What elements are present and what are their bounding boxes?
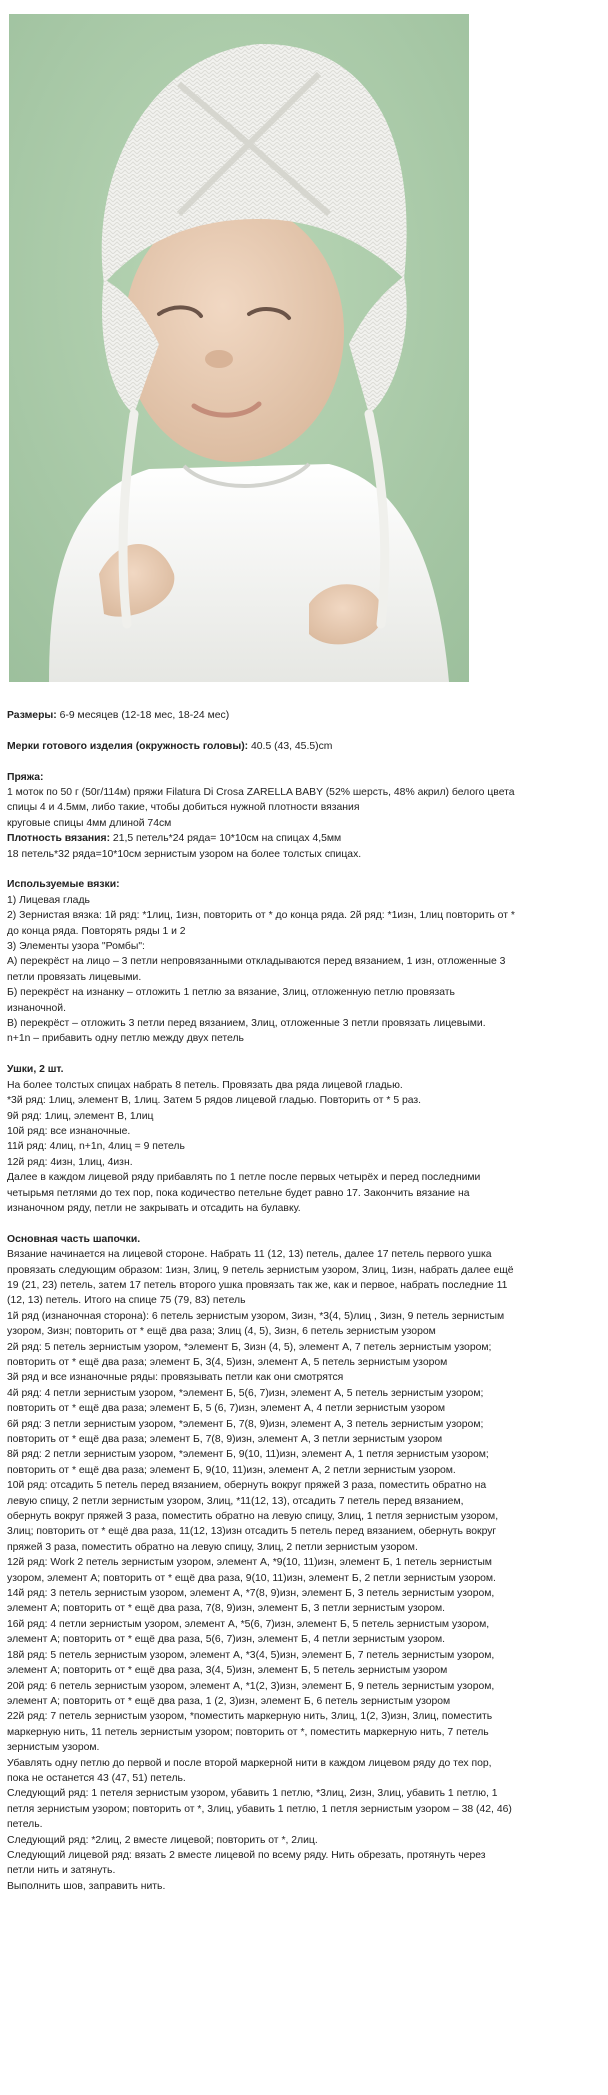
text-run: 18 петель*32 ряда=10*10см зернистым узором на более толстых спицах. [7,848,362,860]
text-run: 1й ряд (изнаночная сторона): 6 петель зернистым узором, 3изн, *3(4, 5)лиц , 3изн, 9 петель зернистым [7,1310,505,1322]
pattern-description [7,708,602,1894]
text-line [7,1417,602,1432]
paragraph-gap [7,723,602,738]
text-run: А) перекрёст на лицо – 3 петли непровязанными откладываются перед вязанием, 1 изн, отложенные 3 [7,956,506,968]
text-run: 22й ряд: 7 петель зернистым узором, *поместить маркерную нить, 3лиц, 1(2, 3)изн, 3лиц, поместить [7,1711,493,1723]
text-line [7,831,602,846]
pattern-section [7,739,602,754]
text-run: 3) Элементы узора "Ромбы": [7,941,145,953]
text-line [7,1709,602,1724]
pattern-section [7,877,602,1046]
text-run: пряжей 3 раза, поместить обратно на левую спицу, 3лиц, 2 петли зернистым узором. [7,1541,418,1553]
text-run: 11й ряд: 4лиц, n+1n, 4лиц = 9 петель [7,1141,185,1153]
text-line [7,1309,602,1324]
section-heading: Ушки, 2 шт. [7,1064,64,1076]
text-run: 12й ряд: 4изн, 1лиц, 4изн. [7,1156,133,1168]
text-line [7,1817,602,1832]
text-line [7,970,602,985]
text-run: Далее в каждом лицевой ряду прибавлять по 1 петле после первых четырёх и перед последними [7,1172,481,1184]
text-line [7,1509,602,1524]
baby-in-knitted-hat-photo [9,14,469,682]
text-line [7,1293,602,1308]
text-line [7,1663,602,1678]
text-run: элемент А; повторить от * ещё два раза, 1 (2, 3)изн, элемент Б, 6 петель зернистым узором [7,1695,451,1707]
text-run: узором, 3изн; повторить от * ещё два раза; 3лиц (4, 5), 3изн, 6 петель зернистым узором [7,1326,436,1338]
text-line [7,1786,602,1801]
text-line [7,1278,602,1293]
text-line [7,939,602,954]
text-line [7,924,602,939]
text-run: В) перекрёст – отложить 3 петли перед вязанием, 3лиц, отложенные 3 петли провязать лицевыми. [7,1018,486,1030]
text-line [7,1679,602,1694]
text-line [7,1324,602,1339]
text-line [7,1848,602,1863]
paragraph-gap [7,754,602,769]
text-line [7,847,602,862]
text-run: повторить от * ещё два раза; элемент Б, 3(4, 5)изн, элемент А, 5 петель зернистым узором [7,1356,448,1368]
text-line [7,1863,602,1878]
text-line [7,1093,602,1108]
pattern-section [7,770,602,862]
text-run: 2й ряд: 5 петель зернистым узором, *элемент Б, 3изн (4, 5), элемент А, 7 петель зернистым узором; [7,1341,492,1353]
text-run: Следующий ряд: *2лиц, 2 вместе лицевой; повторить от *, 2лиц. [7,1834,318,1846]
text-run: 8й ряд: 2 петли зернистым узором, *элемент Б, 9(10, 11)изн, элемент А, 1 петля зернистым узором; [7,1449,489,1461]
text-line [7,1447,602,1462]
text-line [7,1078,602,1093]
text-run: 21,5 петель*24 ряда= 10*10см на спицах 4,5мм [110,833,342,845]
text-line [7,1740,602,1755]
text-line [7,1340,602,1355]
text-run: 19 (21, 23) петель, затем 17 петель второго ушка провязать так же, как и первое, набрать последние 11 [7,1279,508,1291]
text-run: до конца ряда. Повторять ряды 1 и 2 [7,925,186,937]
text-line [7,1201,602,1216]
section-heading: Размеры: [7,710,57,721]
section-heading: Мерки готового изделия (окружность головы): [7,740,249,752]
text-line [7,1031,602,1046]
text-line [7,1756,602,1771]
text-run: 14й ряд: 3 петель зернистым узором, элемент А, *7(8, 9)изн, элемент Б, 3 петель зернистым узором, [7,1588,495,1600]
text-run: Выполнить шов, заправить нить. [7,1880,166,1892]
text-line [7,1601,602,1616]
text-line [7,1247,602,1262]
text-run: 10й ряд: все изнаночные. [7,1125,131,1137]
text-run: 6-9 месяцев (12-18 мес, 18-24 мес) [56,710,230,721]
text-line [7,1386,602,1401]
text-line [7,1124,602,1139]
text-line [7,1494,602,1509]
text-line [7,1586,602,1601]
text-line [7,954,602,969]
text-run: 16й ряд: 4 петли зернистым узором, элемент А, *5(6, 7)изн, элемент Б, 5 петель зернистым узором, [7,1618,490,1630]
text-line [7,1109,602,1124]
text-run: петель. [7,1819,43,1831]
text-run: 1) Лицевая гладь [7,894,90,906]
text-run: 9й ряд: 1лиц, элемент В, 1лиц [7,1110,154,1122]
text-run: Следующий ряд: 1 петеля зернистым узором, убавить 1 петлю, *3лиц, 2изн, 3лиц, убавить 1 петлю, 1 [7,1788,498,1800]
text-run: Вязание начинается на лицевой стороне. Набрать 11 (12, 13) петель, далее 17 петель первого ушка [7,1249,492,1261]
text-run: 18й ряд: 5 петель зернистым узором, элемент А, *3(4, 5)изн, элемент Б, 7 петель зернистым узором, [7,1649,495,1661]
section-heading: Плотность вязания: [7,833,111,845]
text-run: провязать следующим образом: 1изн, 3лиц, 9 петель зернистым узором, 3лиц, 1изн, набрать далее ещё [7,1264,514,1276]
text-line [7,1139,602,1154]
pattern-section [7,1232,602,1894]
text-line [7,1524,602,1539]
text-run: 20й ряд: 6 петель зернистым узором, элемент А, *1(2, 3)изн, элемент Б, 9 петель зернистым узором, [7,1680,495,1692]
text-run: элемент А; повторить от * ещё два раза, 3(4, 5)изн, элемент Б, 5 петель зернистым узором [7,1665,448,1677]
text-run: узором, элемент А; повторить от * ещё два раза, 9(10, 11)изн, элемент Б, 2 петли зернистым узором. [7,1572,496,1584]
text-line [7,1186,602,1201]
text-line [7,1555,602,1570]
text-run: четырьмя петлями до тех пор, пока кодичество петельне будет равно 17. Закончить вязание на [7,1187,470,1199]
text-line [7,1155,602,1170]
text-run: 12й ряд: Work 2 петель зернистым узором, элемент А, *9(10, 11)изн, элемент Б, 1 петель зернистым [7,1557,492,1569]
text-run: 3лиц; повторить от * ещё два раза, 11(12, 13)изн отсадить 5 петель перед вязанием, обернуть вокруг [7,1526,497,1538]
text-run: петли нить и затянуть. [7,1865,116,1877]
pattern-section [7,1062,602,1216]
text-run: 40.5 (43, 45.5)cm [248,740,333,752]
text-line [7,985,602,1000]
text-run: 10й ряд: отсадить 5 петель перед вязанием, обернуть вокруг пряжей 3 раза, поместить обратно на [7,1480,487,1492]
text-run: повторить от * ещё два раза; элемент Б, 9(10, 11)изн, элемент А, 2 петли зернистым узором. [7,1464,456,1476]
text-line [7,1401,602,1416]
text-line [7,1648,602,1663]
text-line [7,1170,602,1185]
text-line [7,1725,602,1740]
text-run: 3й ряд и все изнаночные ряды: провязывать петли как они смотрятся [7,1372,344,1384]
text-run: элемент А; повторить от * ещё два раза, 5(6, 7)изн, элемент Б, 4 петли зернистым узором. [7,1634,446,1646]
text-line [7,908,602,923]
text-line [7,708,602,723]
paragraph-gap [7,862,602,877]
text-line [7,1263,602,1278]
text-line [7,1617,602,1632]
text-run: Убавлять одну петлю до первой и после второй маркерной нити в каждом лицевом ряду до тех пор, [7,1757,492,1769]
paragraph-gap [7,1047,602,1062]
text-run: 1 моток по 50 г (50г/114м) пряжи Filatura Di Crosa ZARELLA BABY (52% шерсть, 48% акрил) белого цвета [7,787,515,798]
text-run: левую спицу, 2 петли зернистым узором, 3лиц, *11(12, 13), отсадить 7 петель перед вязанием, [7,1495,464,1507]
text-line [7,800,602,815]
text-run: спицы 4 и 4.5мм, либо такие, чтобы добиться нужной плотности вязания [7,802,360,814]
text-run: 4й ряд: 4 петли зернистым узором, *элемент Б, 5(6, 7)изн, элемент А, 5 петель зернистым узором; [7,1387,484,1399]
text-run: повторить от * ещё два раза; элемент Б, 7(8, 9)изн, элемент А, 3 петли зернистым узором [7,1434,443,1446]
text-run: *3й ряд: 1лиц, элемент В, 1лиц. Затем 5 рядов лицевой гладью. Повторить от * 5 раз. [7,1095,422,1107]
text-line [7,1478,602,1493]
text-line [7,739,602,754]
text-run: (12, 13) петель. Итого на спице 75 (79, 83) петель [7,1295,246,1307]
text-line [7,1370,602,1385]
text-line [7,1232,602,1247]
text-line [7,785,602,800]
text-run: петля зернистым узором; повторить от *, 3лиц, убавить 1 петлю, 1 петля зернистым узором – 38 (42, 46) [7,1803,512,1815]
text-line [7,1571,602,1586]
paragraph-gap [7,1216,602,1231]
text-line [7,877,602,892]
text-run: n+1n – прибавить одну петлю между двух петель [7,1033,244,1045]
text-line [7,1632,602,1647]
text-line [7,1432,602,1447]
text-line [7,770,602,785]
text-run: зернистым узором. [7,1742,100,1754]
text-run: повторить от * ещё два раза; элемент Б, 5 (6, 7)изн, элемент А, 4 петли зернистым узором [7,1403,446,1415]
text-line [7,1833,602,1848]
text-run: 2) Зернистая вязка: 1й ряд: *1лиц, 1изн, повторить от * до конца ряда. 2й ряд: *1изн, 1лиц повторить от * [7,910,515,922]
text-run: обернуть вокруг пряжей 3 раза, поместить обратно на левую спицу, 3лиц, 1 петля зернистым узором, [7,1511,499,1523]
text-run: петли провязать лицевыми. [7,971,142,983]
text-line [7,1355,602,1370]
text-line [7,1540,602,1555]
text-line [7,1694,602,1709]
section-heading: Основная часть шапочки. [7,1233,141,1245]
text-run: изнаночной. [7,1002,66,1014]
text-run: Следующий лицевой ряд: вязать 2 вместе лицевой по всему ряду. Нить обрезать, протянуть через [7,1849,486,1861]
text-line [7,816,602,831]
text-line [7,1463,602,1478]
text-run: На более толстых спицах набрать 8 петель. Провязать два ряда лицевой гладью. [7,1079,403,1091]
text-line [7,1062,602,1077]
text-run: элемент А; повторить от * ещё два раза, 7(8, 9)изн, элемент Б, 3 петли зернистым узором. [7,1603,446,1615]
section-heading: Используемые вязки: [7,879,120,891]
text-line [7,893,602,908]
text-run: пока не останется 43 (47, 51) петель. [7,1772,186,1784]
text-line [7,1802,602,1817]
pattern-section [7,708,602,723]
text-run: 6й ряд: 3 петли зернистым узором, *элемент Б, 7(8, 9)изн, элемент А, 3 петель зернистым узором; [7,1418,484,1430]
text-run: круговые спицы 4мм длиной 74см [7,817,172,829]
text-line [7,1879,602,1894]
text-run: маркерную нить, 11 петель зернистым узором; повторить от *, поместить маркерную нить, 7 петель [7,1726,489,1738]
text-run: Б) перекрёст на изнанку – отложить 1 петлю за вязание, 3лиц, отложенную петлю провязать [7,987,455,999]
text-line [7,1001,602,1016]
text-line [7,1771,602,1786]
text-run: изнаночном ряду, петли не закрывать и отсадить на булавку. [7,1202,301,1214]
text-line [7,1016,602,1031]
section-heading: Пряжа: [7,771,44,783]
